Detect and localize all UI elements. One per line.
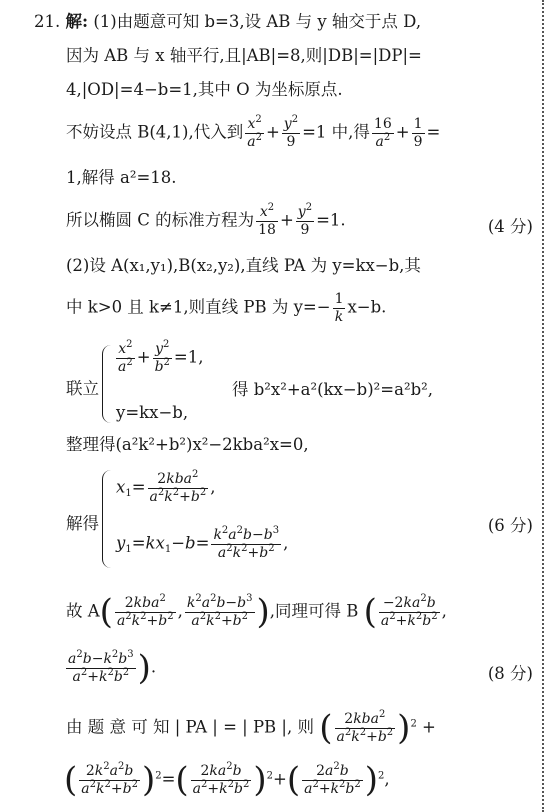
margin-dotted-rule: [542, 0, 544, 812]
fraction-1-k: $\frac{1}{k}$: [334, 291, 344, 325]
fraction-y2-b2-sys: $\frac{y^2}{b^2}$: [154, 339, 170, 375]
solution-line-1: 21. 解: (1)由题意可知 b=3,设 AB 与 y 轴交于点 D,: [34, 12, 422, 31]
fraction-1-9: $\frac{1}{9}$: [413, 116, 423, 150]
simplify-line: 整理得(a²k²+b²)x²−2kba²x=0,: [66, 435, 309, 454]
final-line-2: ( $\frac{2k^2a^2b}{a^2k^2+b^2}$ )$^2$=( $\frac{2ka^2b}{a^2+k^2b^2}$ )$^2$+( $\frac{2a^2b}{a^2+k^2b^2}$ )$^2$,: [64, 760, 390, 801]
system1-eq1: $\frac{x^2}{a^2}$ + $\frac{y^2}{b^2}$ =1,: [118, 339, 204, 375]
fraction-final-1: $\frac{2kba^2}{a^2k^2+b^2}$: [336, 709, 394, 745]
score-4: (4 分): [487, 217, 533, 236]
point-a-line: 故 A( $\frac{2kba^2}{a^2k^2+b^2}$ , $\frac{k^2a^2b-b^3}{a^2k^2+b^2}$ ),同理可得 B ( $\frac{-2ka^2b}{a^2+k^2b^2}$ ,: [66, 592, 447, 633]
part1-line4: 不妨设点 B(4,1),代入到 $\frac{x^2}{a^2}$ + $\frac{y^2}{9}$ =1 中,得 $\frac{16}{a^2}$ + $\frac{1}{9}$ =: [66, 114, 441, 150]
system2-eq1: $x_1=$ $\frac{2kba^2}{a^2k^2+b^2}$ ,: [116, 469, 216, 505]
part1-line5: 1,解得 a²=18.: [66, 168, 177, 187]
fraction-final-2: $\frac{2k^2a^2b}{a^2k^2+b^2}$: [81, 761, 138, 797]
line6-prefix: 所以椭圆 C 的标准方程为: [66, 210, 255, 230]
fraction-by: $\frac{a^2b-k^2b^3}{a^2+k^2b^2}$: [68, 649, 134, 685]
point-b-line: $\frac{a^2b-k^2b^3}{a^2+k^2b^2}$ ).: [68, 648, 157, 689]
system-brace-1: [102, 345, 111, 423]
problem-number: 21.: [34, 12, 61, 31]
fraction-x2-18: $\frac{x^2}{18}$: [258, 202, 276, 238]
jiede-label: 解得: [66, 514, 99, 533]
fraction-y2-9-b: $\frac{y^2}{9}$: [297, 202, 313, 238]
fraction-final-4: $\frac{2a^2b}{a^2+k^2b^2}$: [304, 761, 361, 797]
line2-suffix: x−b.: [347, 297, 387, 317]
system1-eq2: y=kx−b,: [116, 403, 189, 422]
part2-line1: (2)设 A(x₁,y₁),B(x₂,y₂),直线 PA 为 y=kx−b,其: [66, 256, 421, 275]
fraction-x2-a2: $\frac{x^2}{a^2}$: [247, 114, 262, 150]
fraction-y1: $\frac{k^2a^2b-b^3}{a^2k^2+b^2}$: [213, 525, 280, 561]
line4-suffix: =1 中,得: [302, 122, 370, 142]
fraction-ax: $\frac{2kba^2}{a^2k^2+b^2}$: [116, 593, 174, 629]
fraction-ay: $\frac{k^2a^2b-b^3}{a^2k^2+b^2}$: [186, 593, 253, 629]
fraction-x1: $\frac{2kba^2}{a^2k^2+b^2}$: [149, 469, 207, 505]
solution-label: 解: [65, 12, 82, 31]
lianli-label: 联立: [66, 379, 99, 398]
part1-line3: 4,|OD|=4−b=1,其中 O 为坐标原点.: [66, 80, 343, 99]
part1-line2: 因为 AB 与 x 轴平行,且|AB|=8,则|DB|=|DP|=: [66, 46, 422, 65]
fraction-x2-a2-sys: $\frac{x^2}{a^2}$: [118, 339, 133, 375]
score-6: (6 分): [487, 516, 533, 535]
fraction-final-3: $\frac{2ka^2b}{a^2+k^2b^2}$: [192, 761, 250, 797]
part1-line1: (1)由题意可知 b=3,设 AB 与 y 轴交于点 D,: [93, 12, 422, 31]
system2-eq2: $y_1=kx_1-b=$ $\frac{k^2a^2b-b^3}{a^2k^2+b^2}$ ,: [116, 525, 289, 561]
line6-suffix: =1.: [316, 210, 346, 230]
line2-prefix: 中 k>0 且 k≠1,则直线 PB 为 y=−: [66, 297, 331, 317]
system-brace-2: [102, 470, 111, 568]
system1-result: 得 b²x²+a²(kx−b)²=a²b²,: [232, 380, 433, 399]
part1-line6: 所以椭圆 C 的标准方程为 $\frac{x^2}{18}$ + $\frac{y^2}{9}$ =1.: [66, 202, 346, 238]
fraction-y2-9: $\frac{y^2}{9}$: [283, 114, 299, 150]
fraction-16-a2: $\frac{16}{a^2}$: [373, 116, 392, 150]
part2-line2: [66, 292, 386, 324]
final-line-1: 由 题 意 可 知 | PA | = | PB |, 则 ( $\frac{2kba^2}{a^2k^2+b^2}$ )$^2$ +: [66, 708, 436, 749]
fraction-bx: $\frac{-2ka^2b}{a^2+k^2b^2}$: [380, 593, 438, 629]
line4-prefix: 不妨设点 B(4,1),代入到: [66, 122, 244, 142]
score-8: (8 分): [487, 664, 533, 683]
